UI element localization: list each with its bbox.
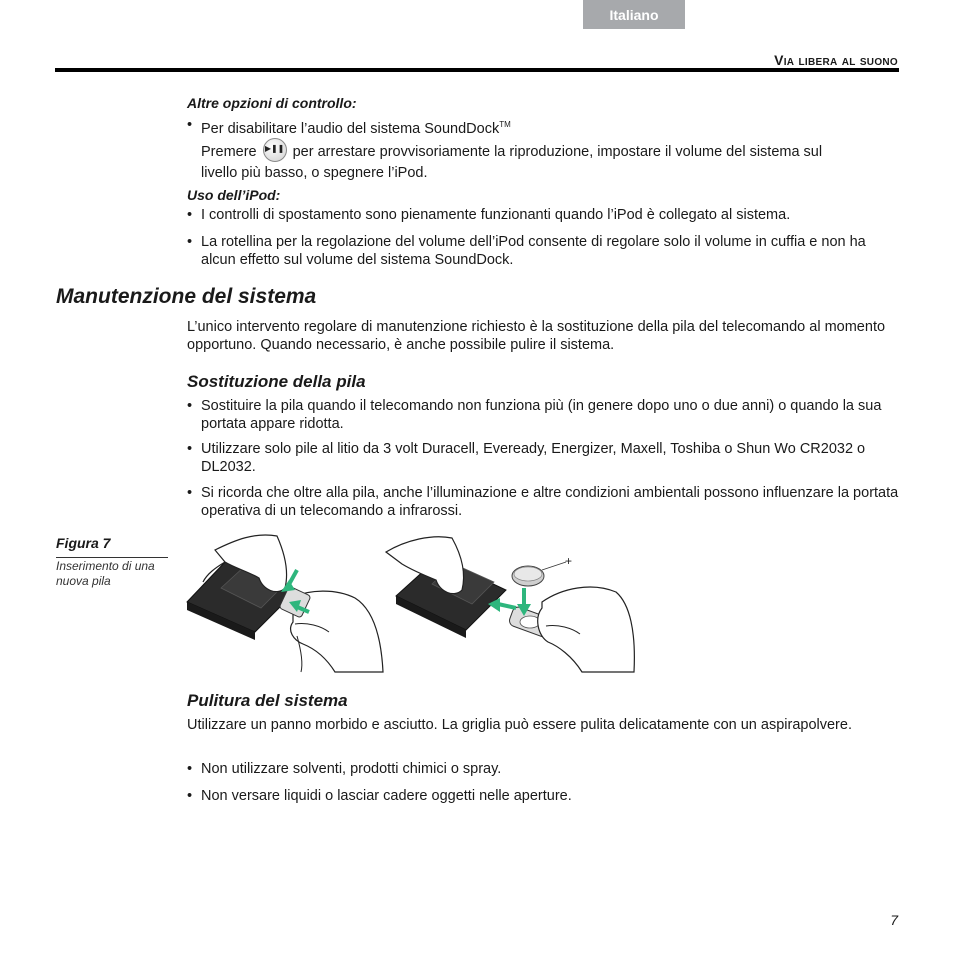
battery-bullet-3-text: Si ricorda che oltre alla pila, anche l’illuminazione e altre condizioni ambientali possono influenzare la portata operativa di un telecomando a infrarossi. <box>201 485 899 519</box>
controls-subhead: Altre opzioni di controllo: <box>187 95 357 111</box>
premere-word: Premere <box>201 143 257 160</box>
battery-bullet-1: • Sostituire la pila quando il telecomando non funziona più (in genere dopo uno o due anni) o quando la sua portata appare ridotta. <box>187 397 899 433</box>
battery-bullet-2: • Utilizzare solo pile al litio da 3 volt Duracell, Eveready, Energizer, Maxell, Toshiba o Shun Wo CR2032 o DL2032. <box>187 440 899 476</box>
battery-bullet-1-text: Sostituire la pila quando il telecomando non funziona più (in genere dopo uno o due anni) o quando la sua portata appare ridotta. <box>201 398 882 432</box>
battery-bullet-2-text: Utilizzare solo pile al litio da 3 volt Duracell, Eveready, Energizer, Maxell, Toshiba o Shun Wo CR2032 o DL2032. <box>201 441 866 475</box>
cleaning-bullet-1-text: Non utilizzare solventi, prodotti chimici o spray. <box>201 761 502 777</box>
figure-rule <box>56 557 168 558</box>
plus-sign: + <box>565 554 573 568</box>
header-rule <box>55 68 899 72</box>
battery-bullet-3: • Si ricorda che oltre alla pila, anche l’illuminazione e altre condizioni ambientali possono influenzare la portata operativa di un telecomando a infrarossi. <box>187 485 899 519</box>
controls-bullet-text: Per disabilitare l’audio del sistema SoundDock <box>201 120 500 137</box>
language-tab: Italiano <box>583 0 685 29</box>
ipod-bullet-2-text: La rotellina per la regolazione del volume dell’iPod consente di regolare solo il volume in cuffia e non ha alcun effetto sul volume del sistema SoundDock. <box>201 234 866 268</box>
maintenance-intro: L’unico intervento regolare di manutenzione richiesto è la sostituzione della pila del telecomando al momento opportuno. Quando necessario, è anche possibile pulire il sistema. <box>187 319 886 353</box>
cleaning-heading: Pulitura del sistema <box>187 691 348 710</box>
figure-remote-opening <box>185 532 385 677</box>
premere-paragraph <box>201 140 901 182</box>
ipod-bullet-1: • I controlli di spostamento sono pienamente funzionanti quando l’iPod è collegato al sistema. <box>187 206 899 224</box>
maintenance-heading: Manutenzione del sistema <box>56 285 317 308</box>
play-pause-button-icon: ▶❚❚ <box>263 138 287 162</box>
controls-bullet: • Per disabilitare l’audio del sistema SoundDock™ <box>187 117 511 137</box>
premere-rest: per arrestare provvisoriamente la riproduzione, impostare il volume del sistema sul <box>292 143 823 160</box>
ipod-bullet-2: • La rotellina per la regolazione del volume dell’iPod consente di regolare solo il volume in cuffia e non ha alcun effetto sul volume del sistema SoundDock. <box>187 233 899 269</box>
cleaning-intro: Utilizzare un panno morbido e asciutto. La griglia può essere pulita delicatamente con un aspirapolvere. <box>187 717 852 733</box>
ipod-subhead: Uso dell’iPod: <box>187 187 281 203</box>
cleaning-bullet-2: • Non versare liquidi o lasciar cadere oggetti nelle aperture. <box>187 787 899 805</box>
cleaning-bullet-2-text: Non versare liquidi o lasciar cadere oggetti nelle aperture. <box>201 788 572 804</box>
ipod-bullet-1-text: I controlli di spostamento sono pienamente funzionanti quando l’iPod è collegato al sistema. <box>201 207 791 223</box>
trademark: TM <box>499 120 511 129</box>
figure-battery-insert <box>382 532 638 677</box>
running-head: Via libera al suono <box>774 52 898 68</box>
figure-caption: Inserimento di una nuova pila <box>56 559 155 588</box>
figure-label: Figura 7 <box>56 535 111 551</box>
battery-heading: Sostituzione della pila <box>187 372 366 391</box>
premere-line2: livello più basso, o spegnere l’iPod. <box>201 165 428 181</box>
cleaning-bullet-1: • Non utilizzare solventi, prodotti chimici o spray. <box>187 760 899 778</box>
page-number: 7 <box>890 912 898 928</box>
